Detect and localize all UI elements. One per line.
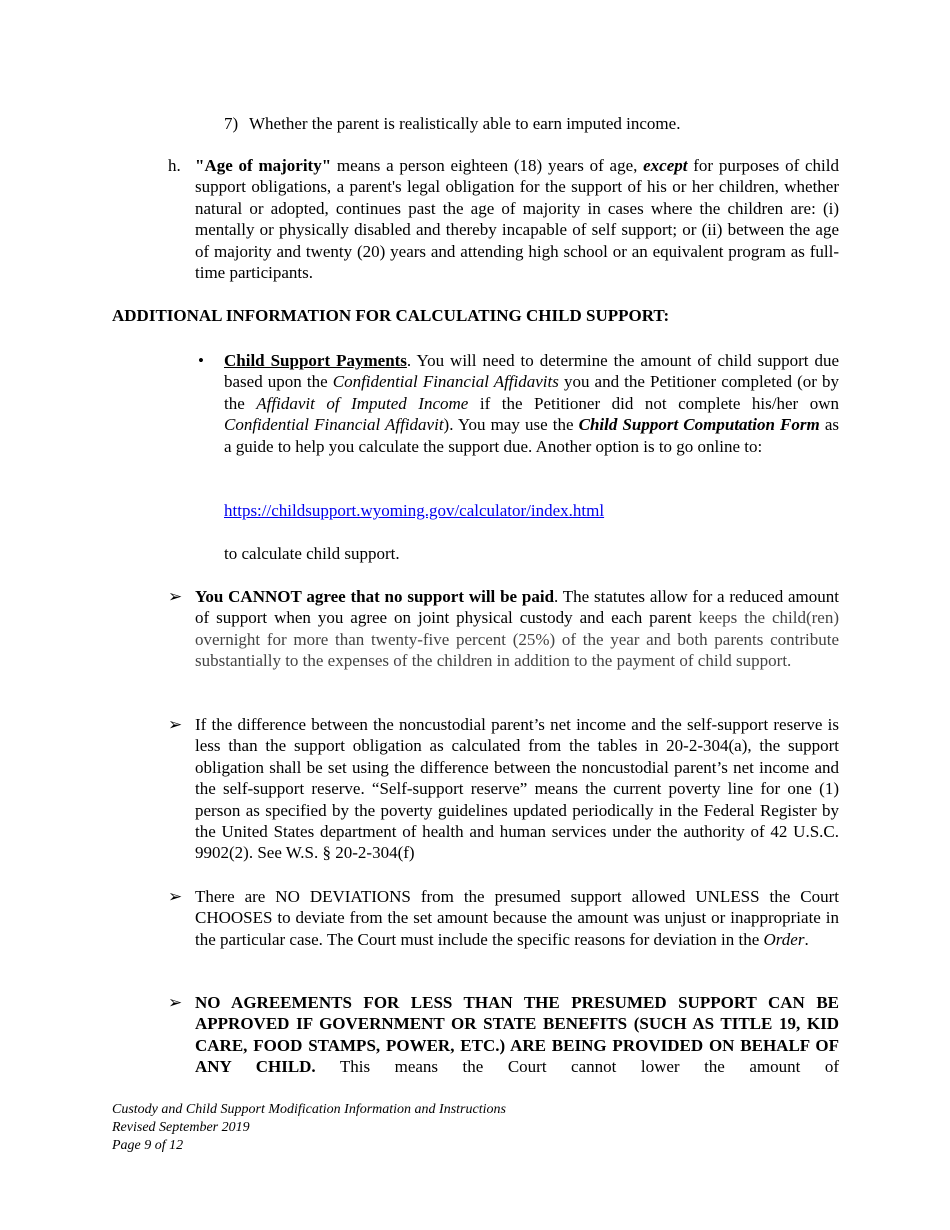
no-agreements-text: This means the Court cannot lower the amount of bbox=[315, 1057, 839, 1077]
csp-cfa-2: Confidential Financial Affidavit bbox=[224, 415, 444, 435]
cannot-agree-text-2: keeps the child(ren) overnight for more than twenty-five percent (25%) of the year and both parents contribute substantially to the expenses of the children in addition to the payment of child support. bbox=[195, 608, 839, 671]
calculate-child-support-text: to calculate child support. bbox=[224, 544, 400, 563]
csp-cfa-1: Confidential Financial Affidavits bbox=[332, 372, 559, 392]
cannot-agree-paragraph bbox=[195, 586, 839, 672]
footer-revised: Revised September 2019 bbox=[112, 1120, 250, 1135]
csp-computation-form: Child Support Computation Form bbox=[578, 415, 820, 435]
no-deviations-paragraph bbox=[195, 886, 839, 950]
age-of-majority-text-2: for purposes of child support obligations, a parent's legal obligation for the support of his or her children, whether natural or adopted, continues past the age of majority in cases where the children are: (i) mentally or physically disabled and thereby incapable of self support; or (ii) between the age of majority and twenty (20) years and attending high school or an equivalent program as full-time participants. bbox=[195, 156, 839, 283]
no-deviations-text-2: . bbox=[804, 929, 809, 949]
bullet-marker: • bbox=[198, 351, 204, 370]
age-of-majority-term: "Age of majority" bbox=[195, 156, 332, 175]
except-emphasis: except bbox=[643, 156, 688, 175]
arrow-marker-3: ➢ bbox=[168, 887, 183, 906]
section-heading: ADDITIONAL INFORMATION FOR CALCULATING CHILD SUPPORT: bbox=[112, 306, 670, 325]
arrow-marker-4: ➢ bbox=[168, 993, 183, 1012]
footer-title: Custody and Child Support Modification Information and Instructions bbox=[112, 1102, 506, 1117]
page-footer bbox=[112, 1101, 506, 1155]
cannot-agree-bold: You CANNOT agree that no support will be paid bbox=[195, 587, 555, 606]
item-7-text: Whether the parent is realistically able to earn imputed income. bbox=[249, 114, 681, 133]
csp-text-2: you and the Petitioner completed (or by the bbox=[224, 372, 839, 413]
order-emphasis: Order bbox=[763, 929, 805, 949]
no-deviations-text-1: There are NO DEVIATIONS from the presumed support allowed UNLESS the Court CHOOSES to deviate from the set amount because the amount was unjust or inappropriate in the particular case. The Court must include the specific reasons for deviation in the bbox=[195, 887, 839, 949]
csp-text-3: if the Petitioner did not complete his/her own bbox=[468, 393, 839, 413]
calculator-link[interactable]: https://childsupport.wyoming.gov/calculator/index.html bbox=[224, 501, 605, 520]
csp-text-4: ). You may use the bbox=[443, 415, 579, 435]
csp-text-1: . You will need to determine the amount of child support due based upon the bbox=[224, 351, 839, 392]
child-support-payments-paragraph bbox=[224, 350, 839, 457]
cannot-agree-text-1: . The statutes allow for a reduced amount of support when you agree on joint physical custody and each parent bbox=[195, 587, 839, 628]
csp-text-5: as a guide to help you calculate the support due. Another option is to go online to: bbox=[224, 415, 839, 456]
item-7-number: 7) bbox=[224, 114, 239, 133]
arrow-marker-1: ➢ bbox=[168, 587, 183, 606]
age-of-majority-paragraph bbox=[195, 155, 839, 283]
no-agreements-bold: NO AGREEMENTS FOR LESS THAN THE PRESUMED SUPPORT CAN BE APPROVED IF GOVERNMENT OR STATE BENEFITS (SUCH AS TITLE 19, KID CARE, FOOD STAMPS, POWER, ETC.) ARE BEING PROVIDED ON BEHALF OF ANY CHILD. bbox=[195, 993, 839, 1077]
child-support-payments-title: Child Support Payments bbox=[224, 351, 407, 370]
age-of-majority-text-1: means a person eighteen (18) years of age, bbox=[331, 156, 644, 175]
arrow-marker-2: ➢ bbox=[168, 715, 183, 734]
csp-affidavit-imputed: Affidavit of Imputed Income bbox=[256, 393, 469, 413]
footer-page-number: Page 9 of 12 bbox=[112, 1138, 184, 1153]
item-h-letter: h. bbox=[168, 156, 181, 175]
no-agreements-paragraph bbox=[195, 992, 839, 1078]
self-support-paragraph: If the difference between the noncustodial parent’s net income and the self-support reserve is less than the support obligation as calculated from the tables in 20-2-304(a), the support obligation shall be set using the difference between the noncustodial parent’s net income and the self-support reserve. “Self-support reserve” means the current poverty line for one (1) person as specified by the poverty guidelines updated periodically in the Federal Register by the United States department of health and human services under the authority of 42 U.S.C. 9902(2). See W.S. § 20-2-304(f) bbox=[195, 715, 839, 863]
